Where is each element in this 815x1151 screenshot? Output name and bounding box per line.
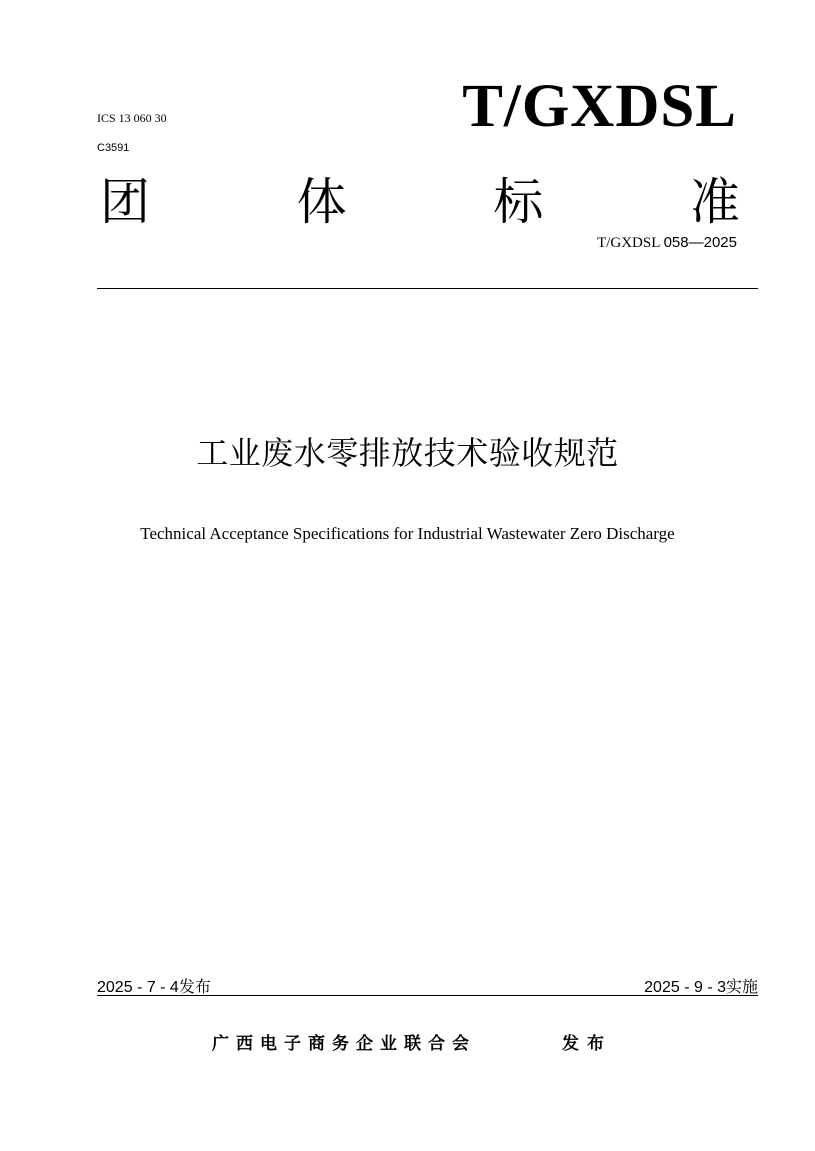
publisher-name: 广西电子商务企业联合会 bbox=[212, 1034, 476, 1054]
document-type-char: 团 bbox=[100, 173, 150, 231]
ics-code: ICS 13 060 30 bbox=[97, 111, 167, 125]
publisher-action: 发布 bbox=[562, 1034, 612, 1054]
ccs-code: C3591 bbox=[97, 142, 130, 154]
chinese-title: 工业废水零排放技术验收规范 bbox=[196, 434, 619, 472]
header-divider bbox=[97, 288, 758, 289]
standard-number bbox=[597, 234, 737, 252]
document-type-char: 标 bbox=[493, 173, 544, 231]
document-type-heading bbox=[100, 170, 740, 234]
footer-divider bbox=[97, 995, 758, 996]
document-type-char: 准 bbox=[689, 173, 740, 231]
standard-number-prefix: T/GXDSL bbox=[597, 235, 664, 251]
implement-date: 2025 - 9 - 3实施 bbox=[644, 979, 758, 996]
english-title: Technical Acceptance Specifications for Industrial Wastewater Zero Discharge bbox=[140, 524, 675, 543]
publish-date: 2025 - 7 - 4发布 bbox=[97, 979, 211, 996]
standard-code-logo: T/GXDSL bbox=[462, 73, 737, 140]
document-type-char: 体 bbox=[296, 173, 347, 231]
standard-number-value: 058—2025 bbox=[663, 234, 737, 251]
